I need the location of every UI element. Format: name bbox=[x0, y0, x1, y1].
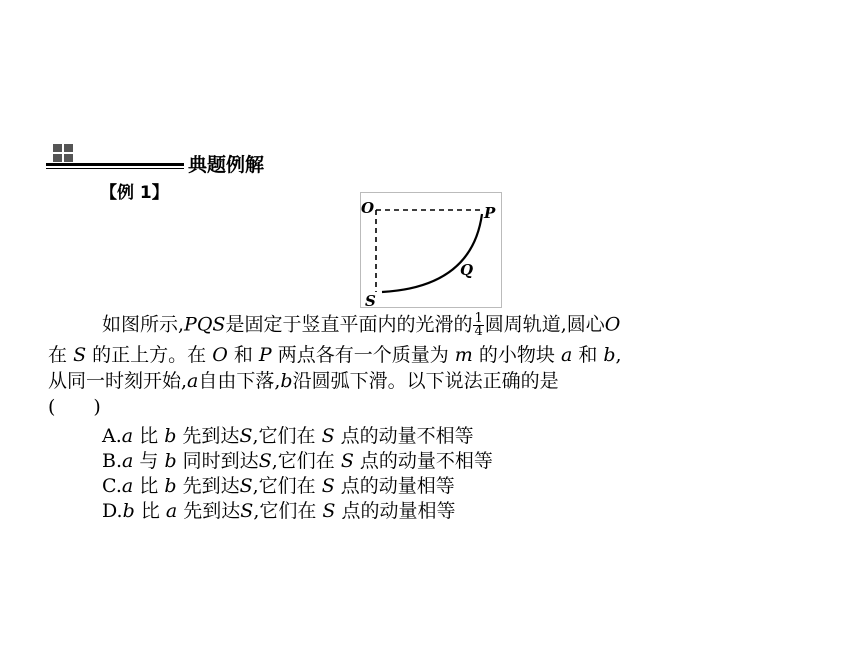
option-c[interactable]: C.a 比 b 先到达S,它们在 S 点的动量相等 bbox=[102, 475, 455, 497]
answer-blank: ( ) bbox=[48, 396, 101, 418]
arc-track bbox=[382, 214, 482, 292]
option-b[interactable]: B.a 与 b 同时到达S,它们在 S 点的动量不相等 bbox=[102, 450, 493, 472]
header-rule-thin bbox=[46, 168, 184, 169]
label-s: S bbox=[365, 292, 376, 308]
question-line-2: 在 S 的正上方。在 O 和 P 两点各有一个质量为 m 的小物块 a 和 b, bbox=[48, 344, 622, 366]
question-line-1: 如图所示,PQS是固定于竖直平面内的光滑的 $\frac{1}{4}$ 圆周轨道,圆心O bbox=[102, 311, 621, 339]
label-p: P bbox=[484, 204, 496, 222]
quarter-circle-figure bbox=[360, 192, 502, 308]
option-a[interactable]: A.a 比 b 先到达S,它们在 S 点的动量不相等 bbox=[102, 425, 474, 447]
header-rule bbox=[46, 163, 184, 166]
option-d[interactable]: D.b 比 a 先到达S,它们在 S 点的动量相等 bbox=[102, 500, 456, 522]
section-title: 典题例解 bbox=[188, 154, 265, 176]
example-label: 【例 1】 bbox=[100, 183, 169, 203]
fraction-one-quarter: $\frac{1}{4}$ bbox=[474, 311, 483, 339]
grid-icon bbox=[52, 143, 74, 163]
question-line-3: 从同一时刻开始,a自由下落,b沿圆弧下滑。以下说法正确的是 bbox=[48, 370, 559, 392]
label-q: Q bbox=[460, 261, 474, 279]
label-o: O bbox=[361, 199, 375, 217]
